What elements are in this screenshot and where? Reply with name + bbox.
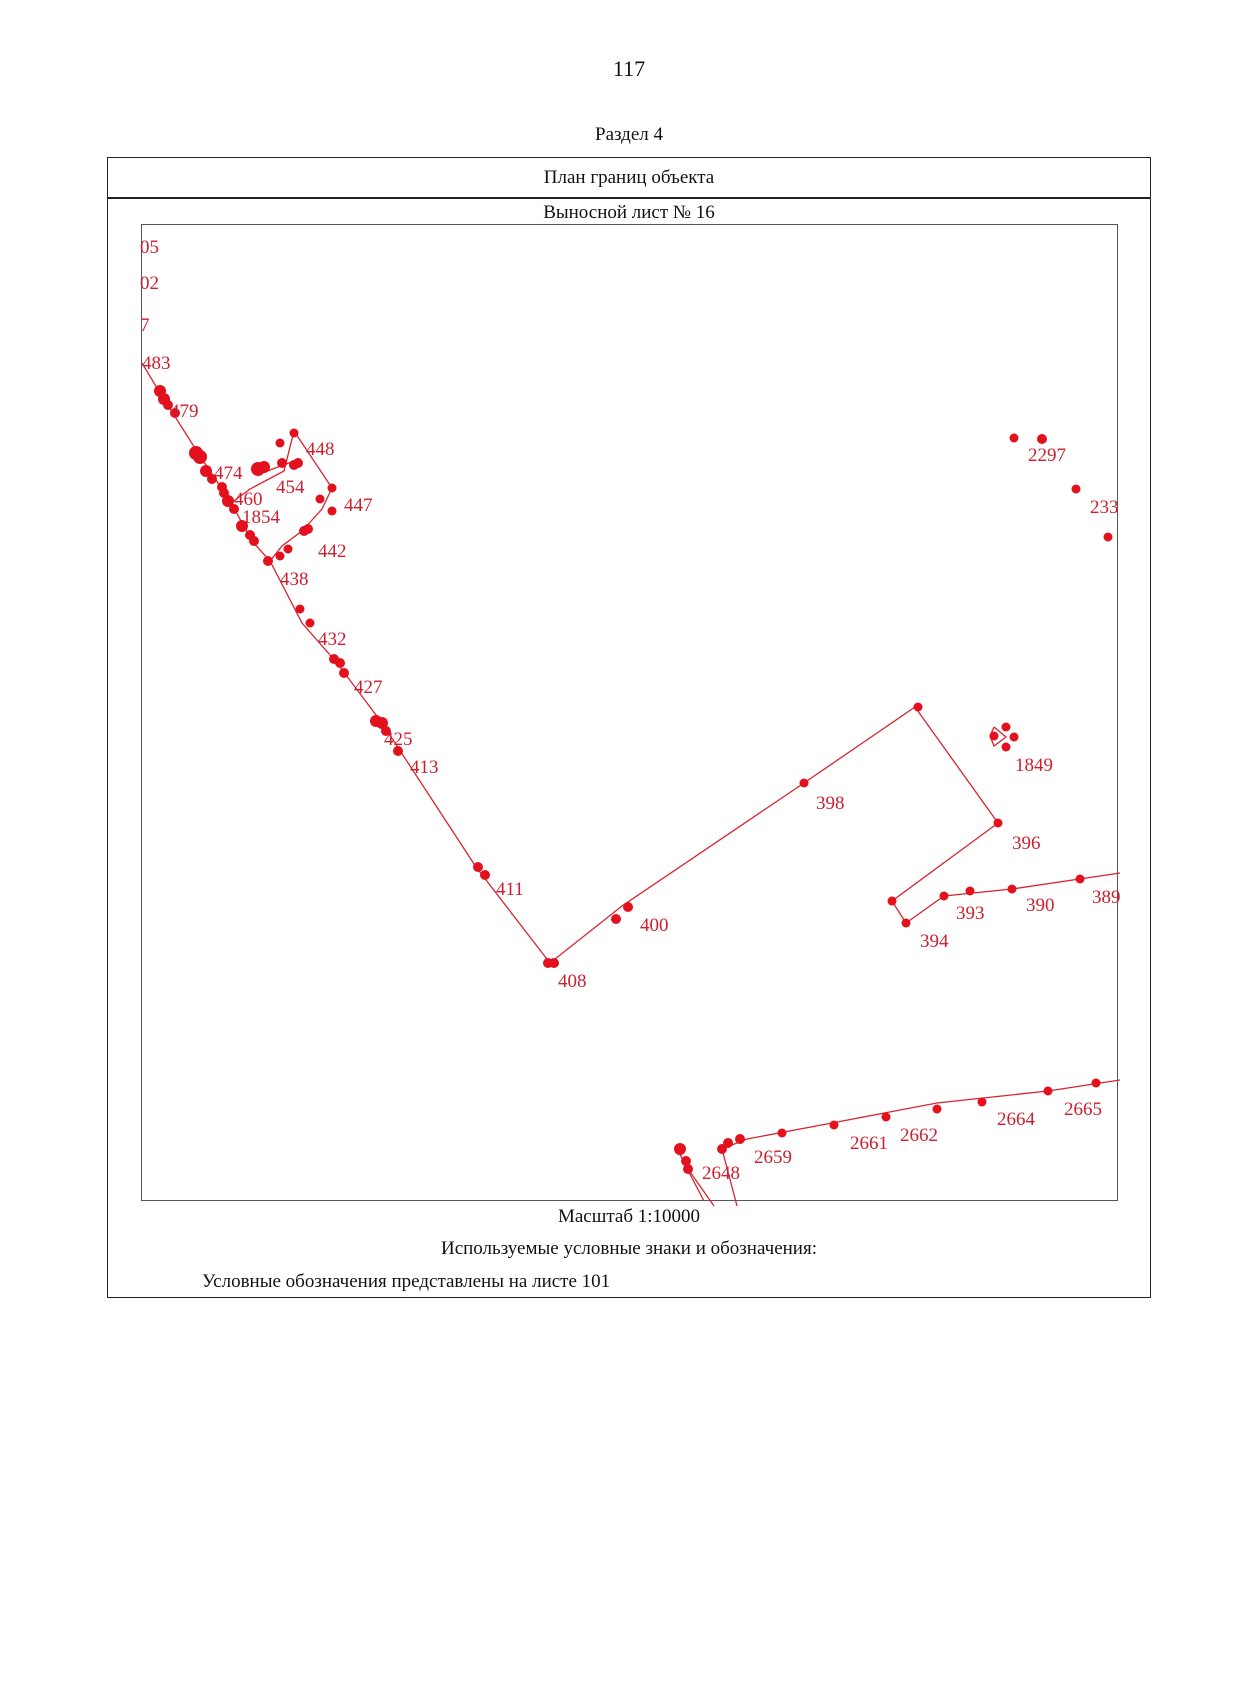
boundary-point <box>328 484 337 493</box>
boundary-point <box>978 1098 987 1107</box>
section-title: Раздел 4 <box>595 124 663 145</box>
boundary-point <box>1010 733 1019 742</box>
point-label: 447 <box>344 495 373 516</box>
boundary-point <box>549 958 559 968</box>
boundary-point <box>316 495 325 504</box>
point-label: 411 <box>496 879 524 900</box>
sheet-title: Выносной лист № 16 <box>543 202 715 223</box>
boundary-point <box>296 605 305 614</box>
boundary-point <box>735 1134 745 1144</box>
boundary-point <box>249 536 259 546</box>
point-label: 448 <box>306 439 335 460</box>
page-number: 117 <box>612 56 646 81</box>
boundary-point <box>276 439 285 448</box>
point-label: 393 <box>956 903 985 924</box>
point-label: 7 <box>140 315 150 336</box>
boundary-point <box>258 461 270 473</box>
point-label: 427 <box>354 677 383 698</box>
boundary-point <box>994 819 1003 828</box>
point-label: 2662 <box>900 1125 938 1146</box>
boundary-point <box>778 1129 787 1138</box>
boundary-point <box>966 887 975 896</box>
boundary-point <box>263 556 273 566</box>
boundary-point <box>902 919 911 928</box>
boundary-point <box>990 732 999 741</box>
boundary-point <box>1002 743 1011 752</box>
boundary-point <box>276 552 285 561</box>
point-label: 396 <box>1012 833 1041 854</box>
point-label: 1849 <box>1015 755 1053 776</box>
point-label: 432 <box>318 629 347 650</box>
point-label: 1854 <box>242 507 280 528</box>
point-label: 400 <box>640 915 669 936</box>
boundary-point <box>1076 875 1085 884</box>
boundary-point <box>193 450 207 464</box>
point-label: 425 <box>384 729 413 750</box>
map-scale: Масштаб 1:10000 <box>557 1206 701 1227</box>
point-label: 2659 <box>754 1147 792 1168</box>
point-label: 05 <box>140 237 159 258</box>
boundary-point <box>290 429 299 438</box>
boundary-map <box>142 225 1119 1202</box>
legend-note: Условные обозначения представлены на листе 101 <box>202 1271 611 1292</box>
boundary-point <box>683 1164 693 1174</box>
boundary-point <box>1072 485 1081 494</box>
point-label: 02 <box>140 273 159 294</box>
boundary-point <box>623 902 633 912</box>
point-label: 442 <box>318 541 347 562</box>
legend-title: Используемые условные знаки и обозначения: <box>440 1238 817 1259</box>
boundary-point <box>830 1121 839 1130</box>
point-label: 398 <box>816 793 845 814</box>
point-label: 438 <box>280 569 309 590</box>
point-label: 2297 <box>1028 445 1066 466</box>
boundary-point <box>480 870 490 880</box>
point-label: 390 <box>1026 895 1055 916</box>
boundary-point <box>723 1138 733 1148</box>
point-label: 2648 <box>702 1163 740 1184</box>
boundary-point <box>888 897 897 906</box>
point-label: 474 <box>214 463 243 484</box>
point-label: 2661 <box>850 1133 888 1154</box>
boundary-point <box>277 458 287 468</box>
point-label: 233 <box>1090 497 1119 518</box>
boundary-point <box>339 668 349 678</box>
boundary-point <box>674 1143 686 1155</box>
boundary-point <box>293 458 303 468</box>
boundary-point <box>611 914 621 924</box>
point-label: 389 <box>1092 887 1121 908</box>
boundary-point <box>1044 1087 1053 1096</box>
boundary-point <box>328 507 337 516</box>
point-label: 479 <box>170 401 199 422</box>
boundary-point <box>335 658 345 668</box>
boundary-point <box>284 545 293 554</box>
point-label: 454 <box>276 477 305 498</box>
plan-frame <box>107 157 1151 1298</box>
point-label: 483 <box>142 353 171 374</box>
boundary-point <box>1037 434 1047 444</box>
boundary-point <box>882 1113 891 1122</box>
boundary-point <box>1104 533 1113 542</box>
boundary-point <box>1010 434 1019 443</box>
boundary-point <box>914 703 923 712</box>
point-label: 460 <box>234 489 263 510</box>
plan-header: План границ объекта <box>108 158 1150 199</box>
point-label: 394 <box>920 931 949 952</box>
point-label: 413 <box>410 757 439 778</box>
boundary-point <box>800 779 809 788</box>
point-label: 2665 <box>1064 1099 1102 1120</box>
map-area <box>140 224 1121 1201</box>
boundary-point <box>1092 1079 1101 1088</box>
boundary-point <box>940 892 949 901</box>
boundary-point <box>1002 723 1011 732</box>
boundary-point <box>1008 885 1017 894</box>
point-label: 408 <box>558 971 587 992</box>
point-label: 2664 <box>997 1109 1035 1130</box>
boundary-point <box>933 1105 942 1114</box>
boundary-point <box>303 524 313 534</box>
boundary-point <box>306 619 315 628</box>
boundary-point <box>473 862 483 872</box>
